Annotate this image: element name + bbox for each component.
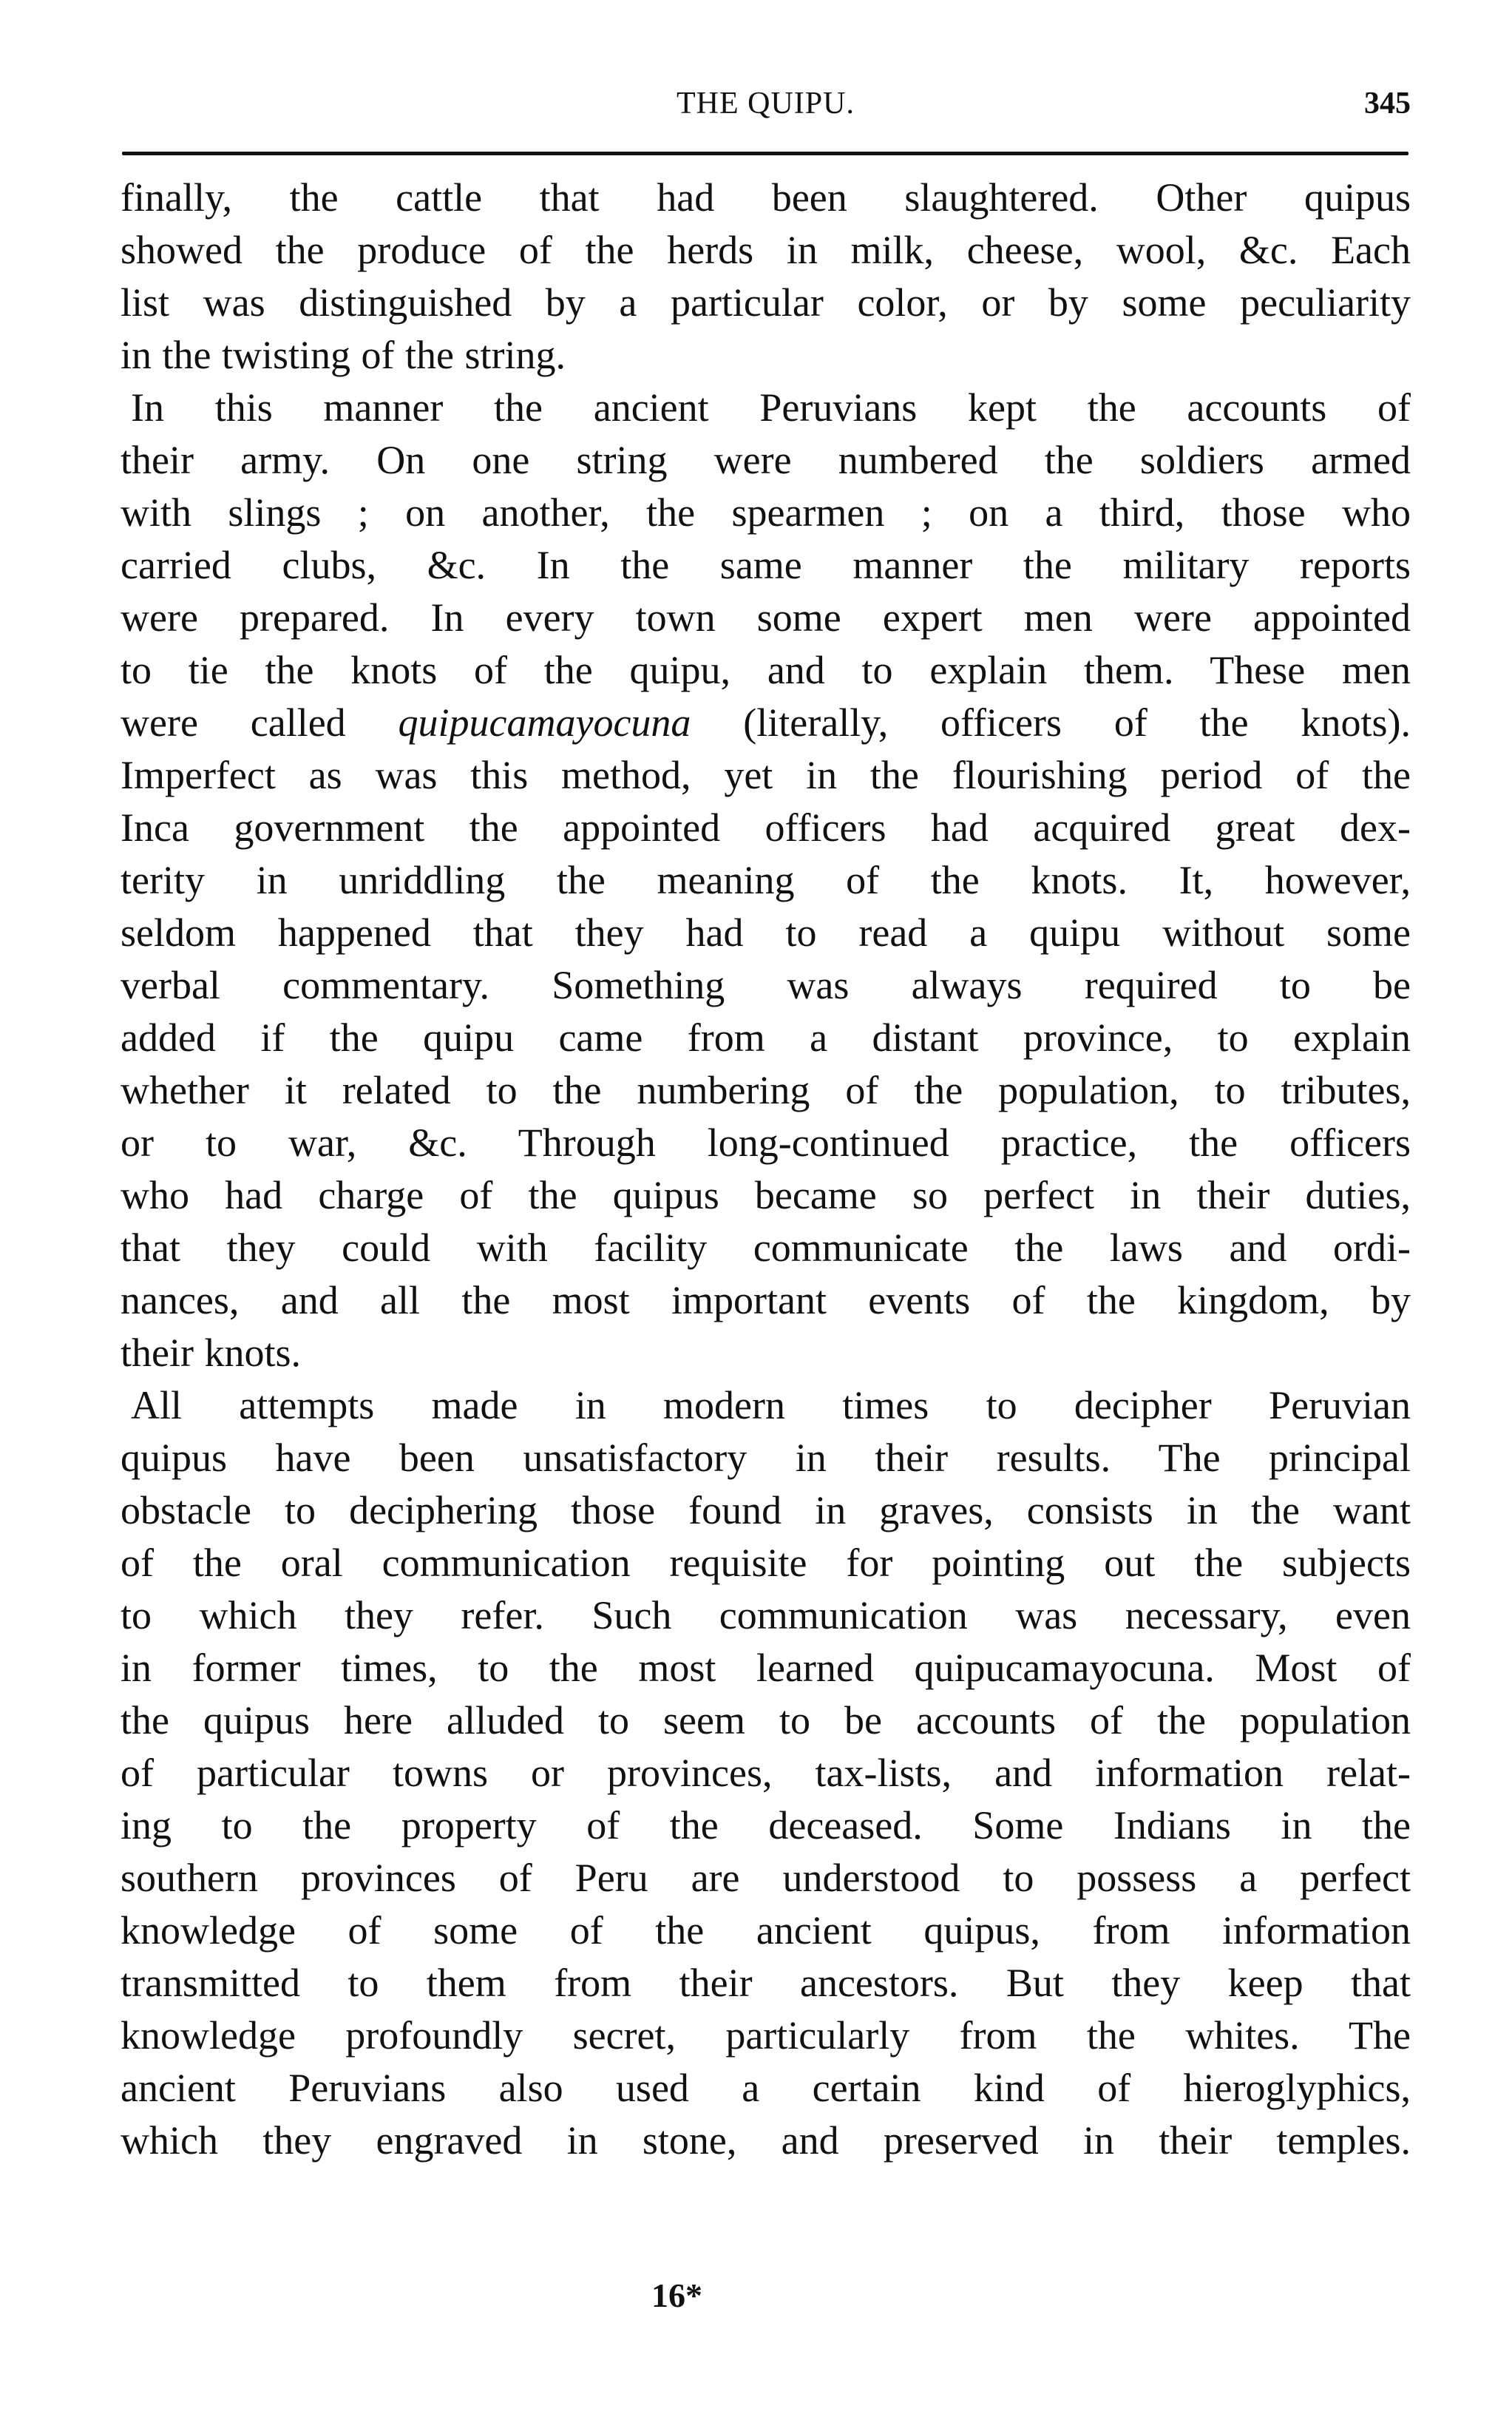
text-line: were prepared. In every town some expert men were appointed — [121, 595, 1411, 640]
text-line: their army. On one string were numbered the soldiers armed — [121, 438, 1411, 482]
text-line: to tie the knots of the quipu, and to explain them. These men — [121, 648, 1411, 692]
text-line: ancient Peruvians also used a certain kind of hieroglyphics, — [121, 2066, 1411, 2110]
text-line: terity in unriddling the meaning of the knots. It, however, — [121, 858, 1411, 902]
body-text — [121, 172, 1411, 2167]
text-line: added if the quipu came from a distant province, to explain — [121, 1015, 1411, 1060]
page-number: 345 — [1364, 87, 1411, 121]
text-line: ing to the property of the deceased. Some Indians in the — [121, 1803, 1411, 1848]
text-line: their knots. — [121, 1331, 301, 1375]
text-line: In this manner the ancient Peruvians kept the accounts of — [131, 385, 1411, 430]
paragraph — [121, 1379, 1411, 2167]
text-line: nances, and all the most important events of the kingdom, by — [121, 1278, 1411, 1322]
text-line: whether it related to the numbering of the population, to tributes, — [121, 1068, 1411, 1112]
text-line: carried clubs, &c. In the same manner the military reports — [121, 543, 1411, 587]
text-line: Imperfect as was this method, yet in the flourishing period of the — [121, 753, 1411, 797]
signature-mark: 16* — [651, 2276, 702, 2314]
text-line: seldom happened that they had to read a quipu without some — [121, 910, 1411, 955]
text-line: were called quipucamayocuna (literally, officers of the knots). — [121, 700, 1411, 745]
text-line: with slings ; on another, the spearmen ; on a third, those who — [121, 490, 1411, 535]
text-line: knowledge profoundly secret, particularly from the whites. The — [121, 2013, 1411, 2058]
text-line: transmitted to them from their ancestors. But they keep that — [121, 1961, 1411, 2005]
paragraph — [121, 172, 1411, 382]
signature-mark-line — [0, 2272, 1411, 2319]
running-title: THE QUIPU. — [677, 87, 855, 121]
running-head — [121, 80, 1411, 127]
text-line: All attempts made in modern times to decipher Peruvian — [131, 1383, 1411, 1427]
text-line: to which they refer. Such communication was necessary, even — [121, 1593, 1411, 1637]
text-line: finally, the cattle that had been slaughtered. Other quipus — [121, 175, 1411, 220]
text-line: in the twisting of the string. — [121, 333, 566, 377]
paragraph — [121, 382, 1411, 1379]
header-rule — [122, 152, 1408, 155]
text-line: of particular towns or provinces, tax-lists, and information relat- — [121, 1751, 1411, 1795]
text-line: list was distinguished by a particular color, or by some peculiarity — [121, 280, 1411, 325]
text-line: which they engraved in stone, and preserved in their temples. — [121, 2118, 1411, 2163]
text-line: in former times, to the most learned quipucamayocuna. Most of — [121, 1646, 1411, 1690]
text-line: the quipus here alluded to seem to be accounts of the population — [121, 1698, 1411, 1742]
text-line: showed the produce of the herds in milk, cheese, wool, &c. Each — [121, 228, 1411, 272]
text-line: or to war, &c. Through long-continued practice, the officers — [121, 1120, 1411, 1165]
text-line: knowledge of some of the ancient quipus, from information — [121, 1908, 1411, 1953]
italic-term: quipucamayocuna — [398, 700, 691, 745]
text-line: Inca government the appointed officers had acquired great dex- — [121, 805, 1411, 850]
text-line: of the oral communication requisite for pointing out the subjects — [121, 1541, 1411, 1585]
text-line: that they could with facility communicate the laws and ordi- — [121, 1226, 1411, 1270]
text-line: verbal commentary. Something was always required to be — [121, 963, 1411, 1007]
text-line: who had charge of the quipus became so perfect in their duties, — [121, 1173, 1411, 1217]
text-line: southern provinces of Peru are understood to possess a perfect — [121, 1856, 1411, 1900]
text-line: quipus have been unsatisfactory in their results. The principal — [121, 1436, 1411, 1480]
text-line: obstacle to deciphering those found in graves, consists in the want — [121, 1488, 1411, 1532]
